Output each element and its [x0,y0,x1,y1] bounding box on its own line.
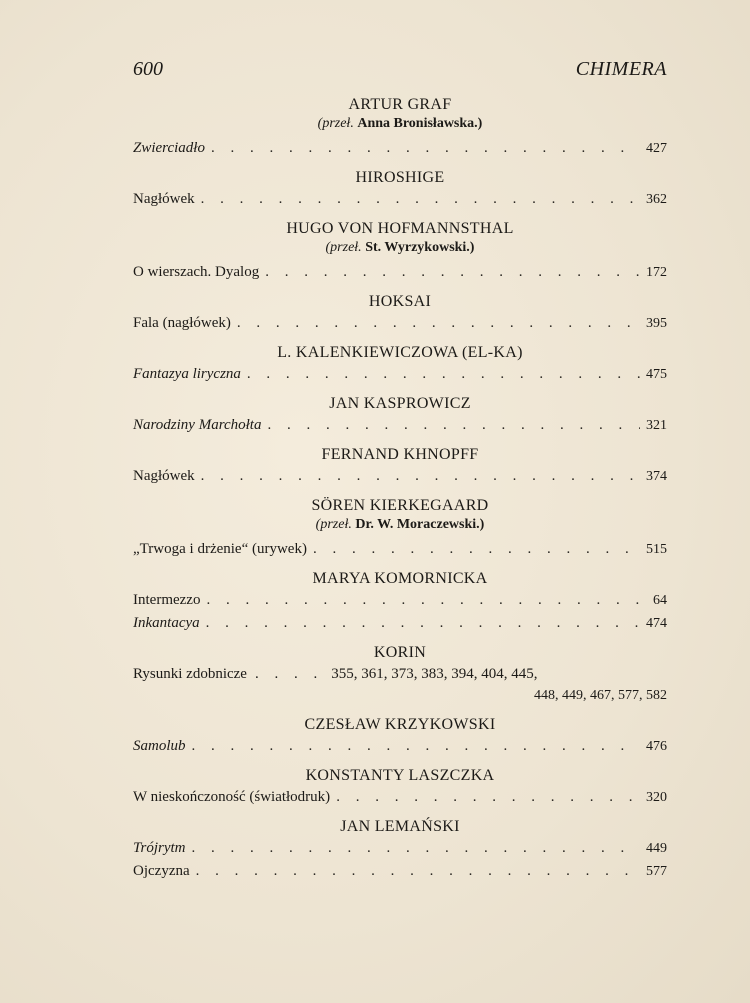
index-entry [133,261,667,284]
author-heading: HIROSHIGE [355,169,445,186]
leader-dots [265,261,640,283]
entry-title: Nagłówek [133,191,195,207]
leader-dots [313,538,640,560]
entry-page: 374 [646,469,667,484]
entry-page: 476 [646,739,667,754]
entry-page: 64 [653,593,667,608]
translator-line [133,239,667,257]
index-entry [133,860,667,883]
entry-title: Ojczyzna [133,863,190,879]
leader-dots [336,786,640,808]
entry-title: Samolub [133,738,186,754]
translator-line [133,115,667,133]
index-entry [133,612,667,635]
entry-page: 475 [646,367,667,382]
running-header [133,58,667,81]
entry-title: Inkantacya [133,615,200,631]
leader-dots [247,363,640,385]
translator-name: St. Wyrzykowski.) [365,240,475,255]
translator-line [133,516,667,534]
entry-title: Nagłówek [133,468,195,484]
entry-title: „Trwoga i drżenie“ (urywek) [133,541,307,557]
leader-dots [267,414,640,436]
page-number: 600 [133,58,163,80]
leader-dots [206,612,640,634]
author-heading: CZESŁAW KRZYKOWSKI [304,716,496,733]
index-entry [133,137,667,160]
author-heading: FERNAND KHNOPFF [321,446,479,463]
entry-title: Rysunki zdobnicze [133,666,247,682]
author-heading: KORIN [373,644,427,661]
entry-page: 474 [646,616,667,631]
index-entry [133,589,667,612]
author-heading: KONSTANTY LASZCZKA [305,767,495,784]
index-entry [133,786,667,809]
leader-dots [196,860,640,882]
entry-page: 320 [646,790,667,805]
entry-title: Intermezzo [133,592,201,608]
journal-title: CHIMERA [575,58,667,80]
translator-prefix: (przeł. [315,517,352,532]
entry-page: 362 [646,192,667,207]
leader-dots: . . . . [254,666,324,682]
leader-dots [192,837,640,859]
index-entry [133,414,667,437]
entry-pages-line-1: 355, 361, 373, 383, 394, 404, 445, [331,666,538,682]
leader-dots [211,137,640,159]
leader-dots [192,735,641,757]
entry-title: Fantazya liryczna [133,366,241,382]
author-heading: L. KALENKIEWICZOWA (EL-KA) [277,344,523,361]
entry-page: 577 [646,864,667,879]
index-page [133,58,667,883]
translator-prefix: (przeł. [317,116,354,131]
entry-page: 515 [646,542,667,557]
author-heading: JAN LEMAŃSKI [340,818,460,835]
entry-page: 449 [646,841,667,856]
author-heading: SÖREN KIERKEGAARD [311,497,489,514]
index-entry [133,312,667,335]
entry-title: Narodziny Marchołta [133,417,262,433]
entry-title: Trójrytm [133,840,186,856]
index-entry [133,465,667,488]
entry-page: 321 [646,418,667,433]
index-entry [133,735,667,758]
entry-title: W nieskończoność (światłodruk) [133,789,331,805]
translator-prefix: (przeł. [325,240,362,255]
author-heading: ARTUR GRAF [348,96,452,113]
leader-dots [201,188,640,210]
author-heading: HUGO VON HOFMANNSTHAL [286,220,514,237]
entry-page: 172 [646,265,667,280]
leader-dots [206,589,647,611]
leader-dots [237,312,640,334]
entry-page: 427 [646,141,667,156]
index-entry-multi-page [133,663,667,707]
index-entry [133,538,667,561]
index-entry [133,363,667,386]
author-heading: MARYA KOMORNICKA [312,570,488,587]
entry-title: Fala (nagłówek) [133,315,231,331]
leader-dots [201,465,640,487]
translator-name: Dr. W. Moraczewski.) [355,517,485,532]
author-heading: JAN KASPROWICZ [329,395,471,412]
translator-name: Anna Bronisławska.) [357,116,483,131]
entry-title: Zwierciadło [133,140,205,156]
author-heading: HOKSAI [368,293,432,310]
index-entry [133,837,667,860]
index-entry [133,188,667,211]
entry-pages-line-2: 448, 449, 467, 577, 582 [534,688,667,703]
entry-title: O wierszach. Dyalog [133,264,260,280]
entry-page: 395 [646,316,667,331]
